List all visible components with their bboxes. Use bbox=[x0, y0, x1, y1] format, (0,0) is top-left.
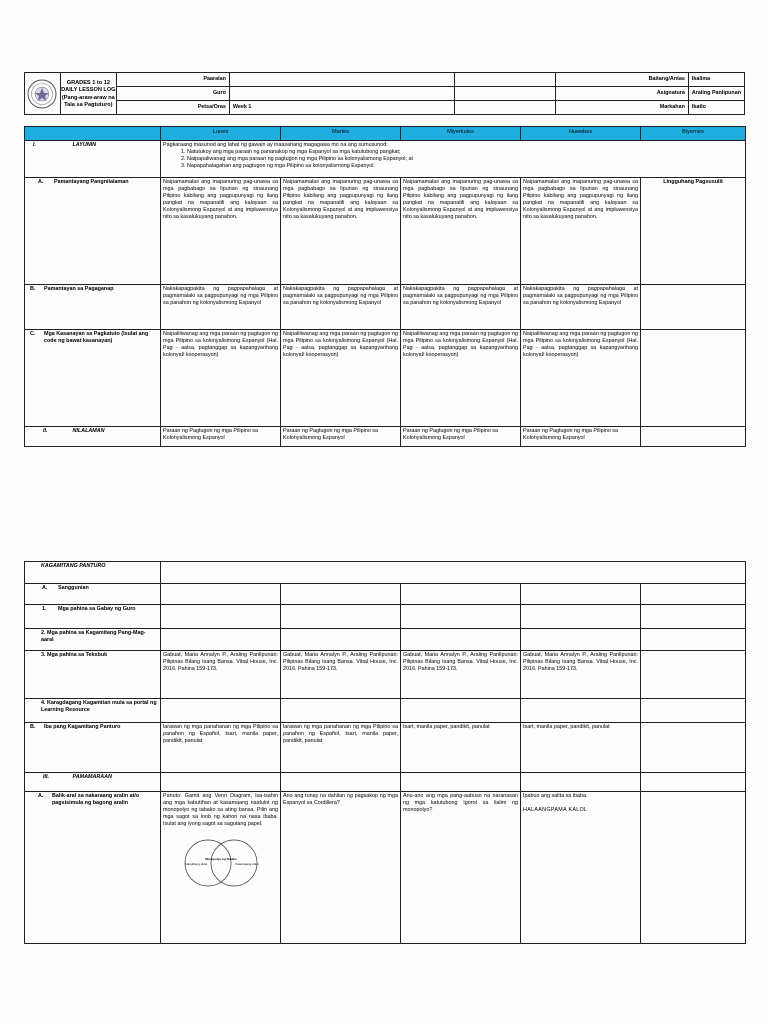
venn-right-label: Kasamaang dulot bbox=[234, 861, 259, 866]
nilalaman-tue: Paraan ng Pagtugon ng mga Pilipino sa Kolonyalismong Espanyol bbox=[281, 427, 401, 447]
spacer bbox=[455, 101, 556, 114]
empty-cell bbox=[401, 773, 521, 792]
venn-center-label: Monopolyo ng Tabako bbox=[204, 856, 237, 861]
layunin-item: 3. Napapahalagahan ang pagtugon ng mga Pilipino sa kolonyalismong Espanyol. bbox=[187, 163, 743, 170]
pamamaraan-label-cell bbox=[25, 773, 161, 792]
teksbuk-row bbox=[25, 651, 746, 699]
empty-cell bbox=[521, 773, 641, 792]
empty-cell bbox=[641, 773, 746, 792]
balik-aral-wed: Anu-ano ang mga pang-aabuso na naranasan ng mga katutubong Igorot sa ilalim ng monopolyo? bbox=[401, 792, 521, 944]
section-b-tue: Nakakapagpakita ng pagpapahalaga at pagmamalaki sa pagpupunyagi ng mga Pilipino sa panahon ng kolonyalismong Espanyol bbox=[281, 285, 401, 330]
gabay-text: Mga pahina sa Gabay ng Guro bbox=[58, 606, 136, 612]
gabay-row bbox=[25, 605, 746, 629]
sanggunian-label bbox=[25, 584, 161, 605]
pamantayang-pangnilalaman-row bbox=[25, 178, 746, 285]
nilalaman-fri bbox=[641, 427, 746, 447]
day-thursday: Huwebes bbox=[521, 127, 641, 141]
empty-cell bbox=[521, 605, 641, 629]
empty-cell bbox=[401, 629, 521, 651]
balik-aral-mon bbox=[161, 792, 281, 944]
nilalaman-label: NILALAMAN bbox=[72, 428, 105, 434]
value-paaralan bbox=[230, 73, 455, 87]
section-b-label bbox=[25, 285, 161, 330]
label-asignatura: Asignatura bbox=[556, 87, 689, 101]
empty-cell bbox=[161, 629, 281, 651]
section-c-label bbox=[25, 330, 161, 427]
header-info-grid bbox=[117, 73, 744, 114]
balik-aral-wrap bbox=[28, 793, 158, 807]
day-friday: Biyernes bbox=[641, 127, 746, 141]
section-c-num: C. bbox=[30, 331, 36, 337]
value-petsa: Week 1 bbox=[230, 101, 455, 114]
section-a-label bbox=[25, 178, 161, 285]
kasanayan-row bbox=[25, 330, 746, 427]
log-title bbox=[61, 73, 117, 114]
section-a-wed: Naipamamalas ang mapanuring pag-unawa sa mga pagbabago sa lipunan ng sinaunang Pilipino kabilang ang pagpupunyagi ng ilang pangkat na mapanatili ang kalayaan sa Kolonyalismong Espanyol at ang impluwensiya nito sa kasalukuyang panahon. bbox=[401, 178, 521, 285]
empty-cell bbox=[521, 629, 641, 651]
value-baitang: Ikalima bbox=[689, 73, 744, 87]
blank-header bbox=[25, 127, 161, 141]
layunin-row bbox=[25, 141, 746, 178]
teksbuk-label: 3. Mga pahina sa Teksbuk bbox=[25, 651, 161, 699]
layunin-list bbox=[163, 149, 743, 170]
empty-cell bbox=[641, 723, 746, 773]
iba-pang-mon: larawan ng mga panahanan ng mga Pilipino sa panahon ng Español, tsart, manila paper, pandikit, panulat bbox=[161, 723, 281, 773]
kagamitan-label: KAGAMITANG PANTURO bbox=[25, 562, 161, 584]
section-b-thu: Nakakapagpakita ng pagpapahalaga at pagmamalaki sa pagpupunyagi ng mga Pilipino sa panahon ng kolonyalismong Espanyol bbox=[521, 285, 641, 330]
empty-cell bbox=[641, 605, 746, 629]
layunin-label: LAYUNIN bbox=[72, 142, 97, 148]
venn-diagram bbox=[172, 838, 270, 888]
section-a-mon: Naipamamalas ang mapanuring pag-unawa sa mga pagbabago sa lipunan ng sinaunang Pilipino kabilang ang pagpupunyagi ng ilang pangkat na mapanatili ang kalayaan sa Kolonyalismong Espanyol at ang impluwensiya nito sa kasalukuyang panahon. bbox=[161, 178, 281, 285]
empty-cell bbox=[521, 584, 641, 605]
empty-cell bbox=[281, 584, 401, 605]
teksbuk-thu: Gabuat, Maria Annalyn P., Araling Panlipunan: Pilipinas Bilang Isang Bansa. Vibal House, Inc. 2016. Pahina 159-173. bbox=[521, 651, 641, 699]
balik-aral-label bbox=[25, 792, 161, 944]
deped-seal-icon bbox=[27, 79, 57, 109]
day-tuesday: Martes bbox=[281, 127, 401, 141]
kagamitan-mag-label: 2. Mga pahina sa Kagamitang Pang-Mag-aaral bbox=[25, 629, 161, 651]
balik-aral-thu bbox=[521, 792, 641, 944]
gabay-num: 1. bbox=[42, 606, 47, 612]
iba-pang-tue: larawan ng mga panahanan ng mga Pilipino sa panahon ng Español, tsart, manila paper, pandikit, panulat bbox=[281, 723, 401, 773]
spacer bbox=[455, 87, 556, 101]
empty-cell bbox=[401, 699, 521, 723]
empty-cell bbox=[281, 773, 401, 792]
section-b-fri bbox=[641, 285, 746, 330]
karagdagang-label: 4. Karagdagang Kagamitan mula sa portal ng Learning Resource bbox=[25, 699, 161, 723]
value-guro bbox=[230, 87, 455, 101]
section-b-text: Pamantayan sa Pagaganap bbox=[44, 286, 114, 292]
section-a-num: A. bbox=[38, 179, 44, 185]
layunin-intro: Pagkaraang masunod ang lahat ng gawain ay inaasahang magagawa mo na ang sumusunod: bbox=[163, 142, 388, 148]
title-line-4: Tala sa Pagtuturo) bbox=[64, 102, 113, 108]
karagdagang-row bbox=[25, 699, 746, 723]
venn-left-label: Kabutihang dulot bbox=[184, 861, 207, 866]
section-b-wed: Nakakapagpakita ng pagpapahalaga at pagmamalaki sa pagpupunyagi ng mga Pilipino sa panahon ng kolonyalismong Espanyol bbox=[401, 285, 521, 330]
jumbled-word: HALAANGPAMA KALOL bbox=[523, 806, 588, 813]
value-asignatura: Araling Panlipunan bbox=[689, 87, 744, 101]
layunin-label-cell bbox=[25, 141, 161, 178]
section-c-wed: Naipaliliwanag ang mga paraan ng pagtugon ng mga Pilipino sa kolonyalismong Espanyol (Hal. Pag - aalsa, pagtanggap sa kapangyarihang kolonyal/ kooperasyon) bbox=[401, 330, 521, 427]
section-a-thu: Naipamamalas ang mapanuring pag-unawa sa mga pagbabago sa lipunan ng sinaunang Pilipino kabilang ang pagpupunyagi ng ilang pangkat na mapanatili ang kalayaan sa Kolonyalismong Espanyol at ang impluwensiya nito sa kasalukuyang panahon. bbox=[521, 178, 641, 285]
empty-cell bbox=[641, 792, 746, 944]
value-markahan: Ikatlo bbox=[691, 104, 706, 110]
iba-pang-text: Iba pang Kagamitang Panturo bbox=[44, 724, 121, 730]
empty-cell bbox=[641, 699, 746, 723]
empty-cell bbox=[161, 584, 281, 605]
nilalaman-wed: Paraan ng Pagtugon ng mga Pilipino sa Kolonyalismong Espanyol bbox=[401, 427, 521, 447]
kagamitan-mag-row bbox=[25, 629, 746, 651]
layunin-num: I. bbox=[33, 142, 36, 148]
balik-aral-text: Balik-aral sa nakaraang aralin at/o pagsisimula ng bagong aralin bbox=[52, 793, 140, 806]
empty-cell bbox=[401, 605, 521, 629]
pamamaraan-num: III. bbox=[43, 774, 49, 780]
label-paaralan: Paaralan bbox=[117, 73, 230, 87]
days-header-row bbox=[25, 127, 746, 141]
kagamitan-span bbox=[161, 562, 746, 584]
nilalaman-mon: Paraan ng Pagtugon ng mga Pilipino sa Kolonyalismong Espanyol bbox=[161, 427, 281, 447]
section-c-fri bbox=[641, 330, 746, 427]
empty-cell bbox=[161, 773, 281, 792]
section-b-mon: Nakakapagpakita ng pagpapahalaga at pagmamalaki sa pagpupunyagi ng mga Pilipino sa panahon ng kolonyalismong Espanyol bbox=[161, 285, 281, 330]
empty-cell bbox=[281, 629, 401, 651]
layunin-item: 1. Natutukoy ang mga paraan ng pananakop ng mga Espanyol sa mga katutubong pangkat; bbox=[187, 149, 743, 156]
title-line-3: (Pang-araw-araw na bbox=[61, 94, 115, 101]
sanggunian-row bbox=[25, 584, 746, 605]
spacer bbox=[455, 73, 556, 87]
empty-cell bbox=[281, 605, 401, 629]
label-guro: Guro bbox=[117, 87, 230, 101]
header-block bbox=[24, 72, 745, 115]
section-a-fri: Lingguhang Pagsusulit bbox=[641, 178, 746, 285]
iba-pang-num: B. bbox=[30, 724, 36, 730]
section-c-thu: Naipaliliwanag ang mga paraan ng pagtugon ng mga Pilipino sa kolonyalismong Espanyol (Hal. Pag - aalsa, pagtanggap sa kapangyarihang kolonyal/ kooperasyon) bbox=[521, 330, 641, 427]
pamamaraan-row bbox=[25, 773, 746, 792]
balik-aral-thu-text: Ipabuo ang salita sa ibaba. bbox=[523, 793, 588, 799]
gabay-label bbox=[25, 605, 161, 629]
iba-pang-row bbox=[25, 723, 746, 773]
layunin-item: 2. Naipapaliwanag ang mga paraan ng pagtugon ng mga Pilipino sa kolonyalismong Espanyol; at bbox=[187, 156, 743, 163]
empty-cell bbox=[401, 584, 521, 605]
pamamaraan-label: PAMAMARAAN bbox=[72, 774, 112, 780]
section-c-tue: Naipaliliwanag ang mga paraan ng pagtugon ng mga Pilipino sa kolonyalismong Espanyol (Hal. Pag - aalsa, pagtanggap sa kapangyarihang kolonyal/ kooperasyon) bbox=[281, 330, 401, 427]
kagamitan-row bbox=[25, 562, 746, 584]
title-line-2: DAILY LESSON LOG bbox=[61, 87, 116, 93]
nilalaman-thu: Paraan ng Pagtugon ng mga Pilipino sa Kolonyalismong Espanyol bbox=[521, 427, 641, 447]
section-c-wrap bbox=[28, 331, 158, 345]
section-a-text: Pamantayang Pangnilalaman bbox=[54, 179, 129, 185]
section-b-num: B. bbox=[30, 286, 36, 292]
empty-cell bbox=[521, 699, 641, 723]
section-a-tue: Naipamamalas ang mapanuring pag-unawa sa mga pagbabago sa lipunan ng sinaunang Pilipino kabilang ang pagpupunyagi ng ilang pangkat na mapanatili ang kalayaan sa Kolonyalismong Espanyol at ang impluwensiya nito sa kasalukuyang panahon. bbox=[281, 178, 401, 285]
empty-cell bbox=[161, 699, 281, 723]
iba-pang-thu: tsart, manila paper, pandikit, panulat bbox=[521, 723, 641, 773]
empty-cell bbox=[161, 605, 281, 629]
objectives-table bbox=[24, 126, 746, 447]
empty-cell bbox=[281, 699, 401, 723]
pamantayan-pagaganap-row bbox=[25, 285, 746, 330]
day-monday: Lunes bbox=[161, 127, 281, 141]
iba-pang-wed: tsart, manila paper, pandikit, panulat bbox=[401, 723, 521, 773]
nilalaman-num: II. bbox=[43, 428, 48, 434]
balik-aral-num: A. bbox=[38, 793, 44, 799]
empty-cell bbox=[641, 629, 746, 651]
balik-aral-tue: Ano ang tunay na dahilan ng pagsakop ng mga Espanyol sa Cordillera? bbox=[281, 792, 401, 944]
label-petsa: Petsa/Oras bbox=[117, 101, 230, 114]
balik-aral-mon-text: Panuto: Gamit ang Venn Diagram, isa-isahin ang mga kabutihan at kasamaang naidulot ng monopolyo ng tabako sa ating bansa. Pilin ang mga sagot sa loob ng kahon na nasa ibaba. Isulat ang iyong sagot sa sagutang papel. bbox=[163, 793, 278, 827]
empty-cell bbox=[641, 651, 746, 699]
balik-aral-row bbox=[25, 792, 746, 944]
materials-procedures-table bbox=[24, 561, 746, 944]
day-wednesday: Miyerkules bbox=[401, 127, 521, 141]
section-c-text: Mga Kasanayan sa Pagkatuto (Isulat ang code ng bawat kasanayan) bbox=[44, 331, 149, 344]
label-markahan: Markahan bbox=[556, 101, 689, 114]
teksbuk-mon: Gabuat, Maria Annalyn P., Araling Panlipunan: Pilipinas Bilang Isang Bansa. Vibal House, Inc. 2016. Pahina 159-173. bbox=[161, 651, 281, 699]
teksbuk-wed: Gabuat, Maria Annalyn P., Araling Panlipunan: Pilipinas Bilang Isang Bansa. Vibal House, Inc. 2016. Pahina 159-173. bbox=[401, 651, 521, 699]
layunin-content bbox=[161, 141, 746, 178]
deped-seal bbox=[25, 73, 61, 114]
teksbuk-tue: Gabuat, Maria Annalyn P., Araling Panlipunan: Pilipinas Bilang Isang Bansa. Vibal House, Inc. 2016. Pahina 159-173. bbox=[281, 651, 401, 699]
label-baitang: Baitang/Antas bbox=[556, 73, 689, 87]
iba-pang-label bbox=[25, 723, 161, 773]
nilalaman-row bbox=[25, 427, 746, 447]
sanggunian-num: A. bbox=[42, 585, 48, 591]
title-line-1: GRADES 1 to 12 bbox=[66, 79, 110, 86]
empty-cell bbox=[641, 584, 746, 605]
nilalaman-label-cell bbox=[25, 427, 161, 447]
section-c-mon: Naipaliliwanag ang mga paraan ng pagtugon ng mga Pilipino sa kolonyalismong Espanyol (Hal. Pag - aalsa, pagtanggap sa kapangyarihang kolonyal/ kooperasyon) bbox=[161, 330, 281, 427]
sanggunian-text: Sanggunian bbox=[58, 585, 89, 591]
